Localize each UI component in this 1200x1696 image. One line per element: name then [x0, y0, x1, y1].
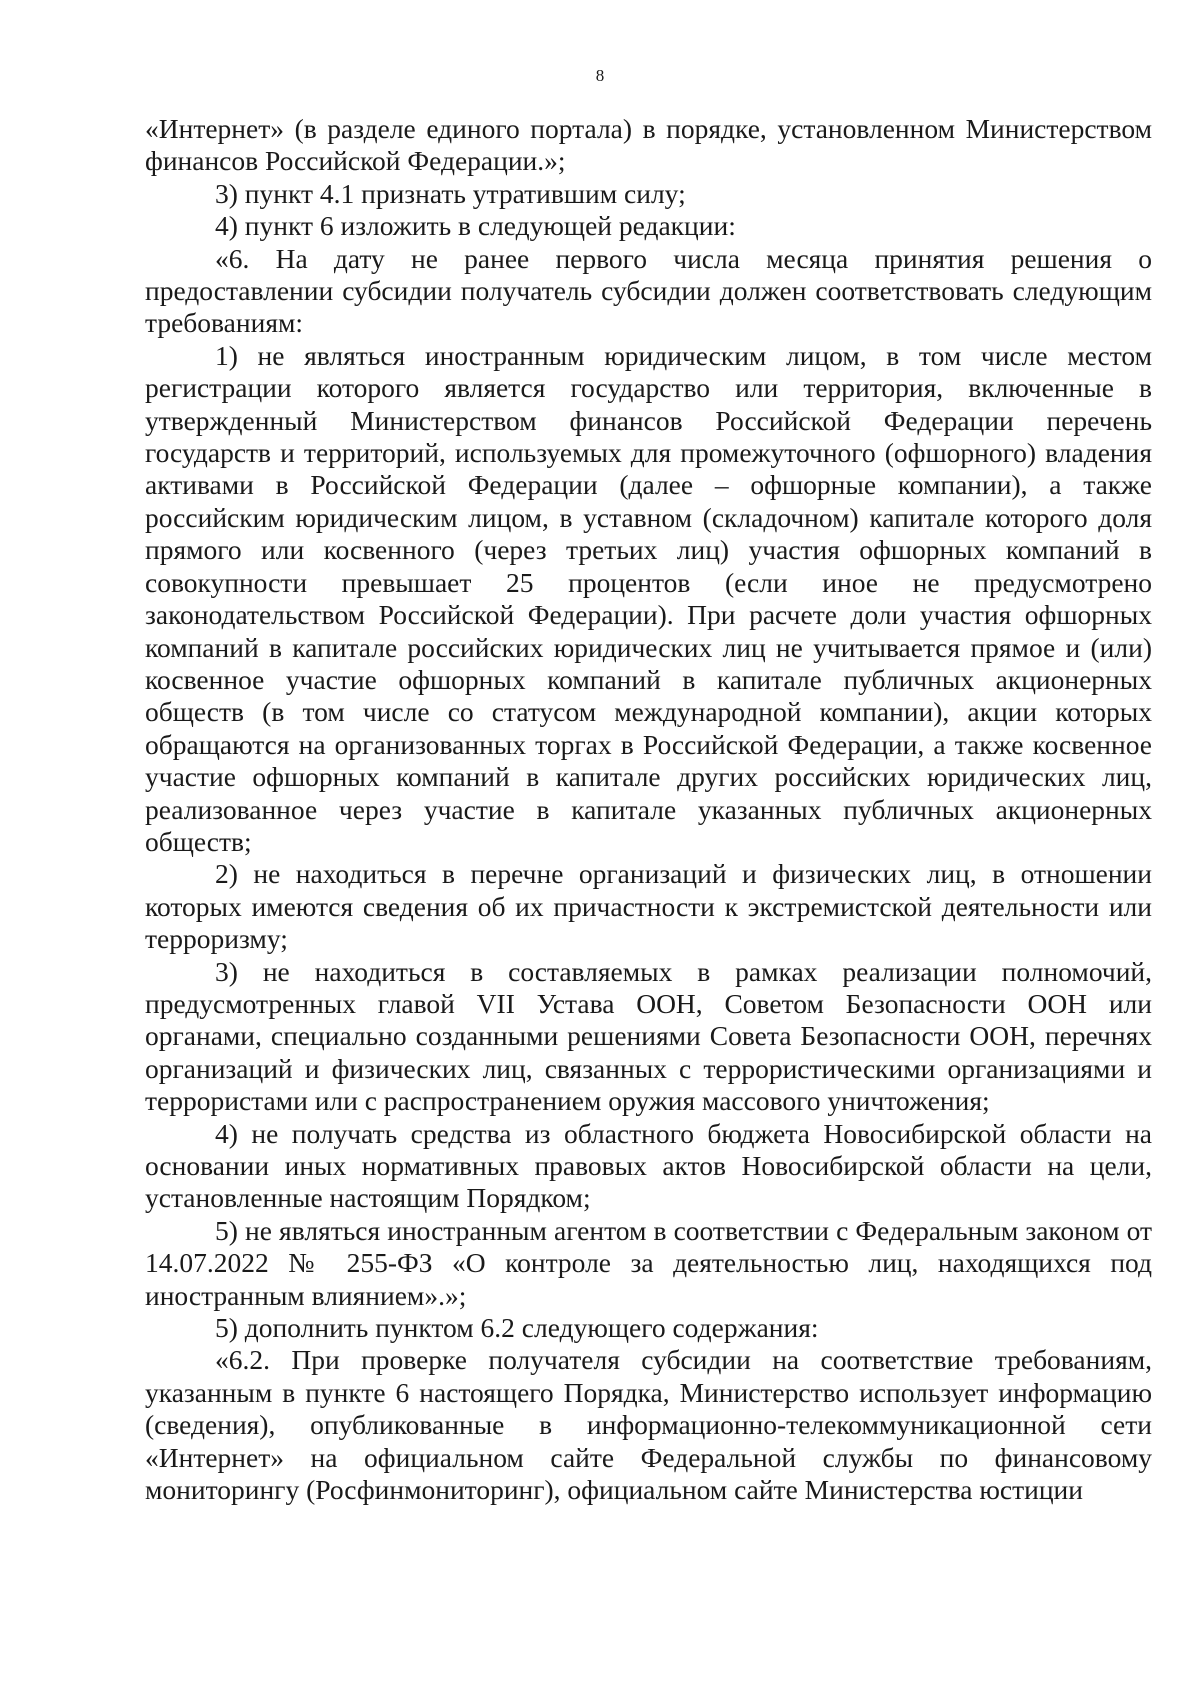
paragraph-clause-6: «6. На дату не ранее первого числа месяца принятия решения о предоставлении субсидии получатель субсидии должен соответствовать следующим требованиям:: [145, 242, 1152, 339]
paragraph-continuation: «Интернет» (в разделе единого портала) в порядке, установленном Министерством финансов Российской Федерации.»;: [145, 113, 1152, 177]
paragraph-item-5: 5) дополнить пунктом 6.2 следующего содержания:: [215, 1312, 819, 1344]
paragraph-requirement-4: 4) не получать средства из областного бюджета Новосибирской области на основании иных нормативных правовых актов Новосибирской области на цели, установленные настоящим Порядком;: [145, 1117, 1152, 1214]
page-number: 8: [595, 66, 605, 85]
paragraph-clause-6-2: «6.2. При проверке получателя субсидии на соответствие требованиям, указанным в пункте 6 настоящего Порядка, Министерство использует информацию (сведения), опубликованные в информационно-телекоммуникационной сети «Интернет» на официальном сайте Федеральной службы по финансовому мониторингу (Росфинмониторинг), официальном сайте Министерства юстиции: [145, 1344, 1152, 1506]
paragraph-item-3: 3) пункт 4.1 признать утратившим силу;: [215, 177, 686, 209]
paragraph-requirement-1: 1) не являться иностранным юридическим лицом, в том числе местом регистрации которого является государство или территория, включенные в утвержденный Министерством финансов Российской Федерации перечень государств и территорий, используемых для промежуточного (офшорного) владения активами в Российской Федерации (далее – офшорные компании), а также российским юридическим лицом, в уставном (складочном) капитале которого доля прямого или косвенного (через третьих лиц) участия офшорных компаний в совокупности превышает 25 процентов (если иное не предусмотрено законодательством Российской Федерации). При расчете доли участия офшорных компаний в капитале российских юридических лиц не учитывается прямое и (или) косвенное участие офшорных компаний в капитале публичных акционерных обществ (в том числе со статусом международной компании), акции которых обращаются на организованных торгах в Российской Федерации, а также косвенное участие офшорных компаний в капитале других российских юридических лиц, реализованное через участие в капитале указанных публичных акционерных обществ;: [145, 339, 1152, 857]
paragraph-requirement-3: 3) не находиться в составляемых в рамках реализации полномочий, предусмотренных главой VII Устава ООН, Советом Безопасности ООН или органами, специально созданными решениями Совета Безопасности ООН, перечнях организаций и физических лиц, связанных с террористическими организациями и террористами или с распространением оружия массового уничтожения;: [145, 955, 1152, 1117]
paragraph-requirement-5: 5) не являться иностранным агентом в соответствии с Федеральным законом от 14.07.2022 № 255-ФЗ «О контроле за деятельностью лиц, находящихся под иностранным влиянием».»;: [145, 1214, 1152, 1311]
document-body: [145, 113, 1152, 1506]
paragraph-requirement-2: 2) не находиться в перечне организаций и физических лиц, в отношении которых имеются сведения об их причастности к экстремистской деятельности или терроризму;: [145, 858, 1152, 955]
paragraph-item-4: 4) пункт 6 изложить в следующей редакции:: [215, 210, 736, 242]
